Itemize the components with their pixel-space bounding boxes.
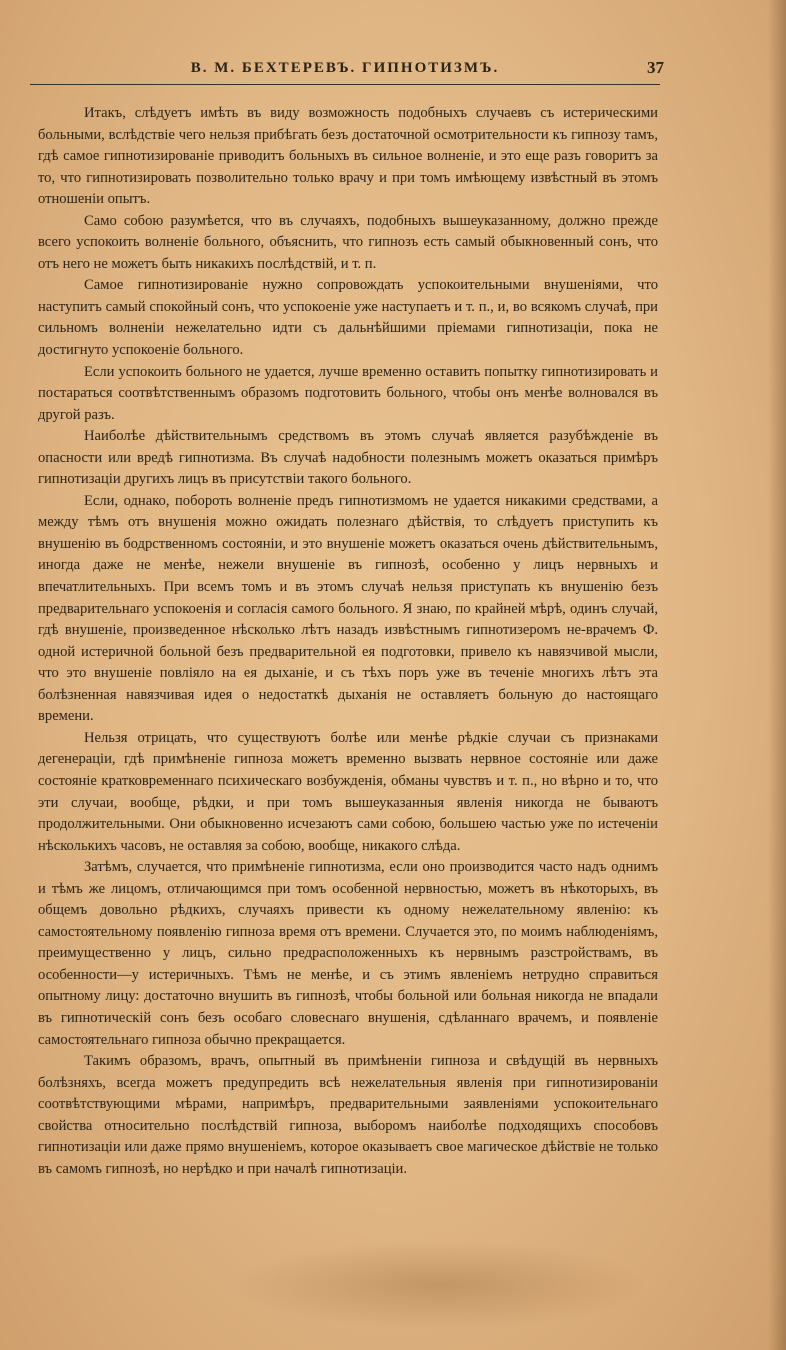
paragraph: Такимъ образомъ, врачъ, опытный въ примѣненіи гипноза и свѣдущій въ нервныхъ болѣзняхъ, всегда можетъ предупредить всѣ нежелательныя явленія при гипнотизированіи соотвѣтствующими мѣрами, напримѣръ, предварительными заявленіями успокоительнаго свойства относительно послѣдствій гипноза, выборомъ наиболѣе подходящихъ способовъ гипнотизаціи или даже прямо внушеніемъ, которое оказываетъ свое магическое дѣйствіе не только въ самомъ гипнозѣ, но нерѣдко и при началѣ гипнотизаціи. <box>38 1053 658 1177</box>
paragraph: Нельзя отрицать, что существуютъ болѣе или менѣе рѣдкіе случаи съ признаками дегенераціи, гдѣ примѣненіе гипноза можетъ временно вызвать нервное состояніе или даже состояніе кратковременнаго психическаго возбужденія, обманы чувствъ и т. п., но вѣрно и то, что эти случаи, вообще, рѣдки, и при томъ вышеуказанныя явленія никогда не бываютъ продолжительными. Они обыкновенно исчезаютъ сами собою, большею частью уже по истеченіи нѣсколькихъ часовъ, не оставляя за собою, вообще, никакого слѣда. <box>38 729 658 854</box>
paragraph: Если, однако, побороть волненіе предъ гипнотизмомъ не удается никакими средствами, а между тѣмъ отъ внушенія можно ожидать полезнаго дѣйствія, то слѣдуетъ приступить къ внушенію въ бодрственномъ состояніи, и это внушеніе можетъ оказаться очень дѣйствительнымъ, иногда даже не менѣе, нежели внушеніе въ гипнозѣ, особенно у лицъ нервныхъ и впечатлительныхъ. При всемъ томъ и въ этомъ случаѣ нельзя приступать къ внушенію безъ предварительнаго успокоенія и согласія самого больного. Я знаю, по крайней мѣрѣ, одинъ случай, гдѣ внушеніе, произведенное нѣсколько лѣтъ назадъ извѣстнымъ гипнотизеромъ не-врачемъ Ф. одной истеричной больной безъ предварительной ея подготовки, привело къ навязчивой мысли, что это внушеніе повліяло на ея дыханіе, и съ тѣхъ поръ уже въ теченіе многихъ лѣтъ эта болѣзненная навязчивая идея о недостаткѣ дыханія не оставляетъ больную до настоящаго времени. <box>38 492 658 725</box>
paragraph: Если успокоить больного не удается, лучше временно оставить попытку гипнотизировать и постараться соотвѣтственнымъ образомъ подготовить больного, чтобы онъ менѣе волновался въ другой разъ. <box>38 363 658 423</box>
paragraph: Наиболѣе дѣйствительнымъ средствомъ въ этомъ случаѣ является разубѣжденіе въ опасности или вредѣ гипнотизма. Въ случаѣ надобности полезнымъ можетъ оказаться примѣръ гипнотизаціи другихъ лицъ въ присутствіи такого больного. <box>38 428 658 488</box>
paragraph: Итакъ, слѣдуетъ имѣть въ виду возможность подобныхъ случаевъ съ истерическими больными, вслѣдствіе чего нельзя прибѣгать безъ достаточной осмотрительности къ гипнозу тамъ, гдѣ самое гипнотизированіе приводитъ больныхъ въ сильное волненіе, и это еще разъ говоритъ за то, что гипнотизировать позволительно только врачу и при томъ имѣющему извѣстный въ этомъ отношеніи опытъ. <box>38 105 658 208</box>
page-edge-shadow <box>768 0 786 1350</box>
paragraph: Самое гипнотизированіе нужно сопровождать успокоительными внушеніями, что наступитъ самый спокойный сонъ, что успокоеніе уже наступаетъ и т. п., и, во всякомъ случаѣ, при сильномъ волненіи нежелательно идти съ дальнѣйшими пріемами гипнотизаціи, пока не достигнуто успокоеніе больного. <box>38 277 658 359</box>
paragraph: Затѣмъ, случается, что примѣненіе гипнотизма, если оно производится часто надъ однимъ и тѣмъ же лицомъ, отличающимся при томъ особенной нервностью, можетъ въ нѣкоторыхъ, въ общемъ довольно рѣдкихъ, случаяхъ привести къ одному нежелательному явленію: къ самостоятельному появленію гипноза время отъ времени. Случается это, по моимъ наблюденіямъ, преимущественно у лицъ, сильно предрасположенныхъ къ нервнымъ разстройствамъ, въ особенности—у истеричныхъ. Тѣмъ не менѣе, и съ этимъ явленіемъ нетрудно справиться опытному лицу: достаточно внушить въ гипнозѣ, чтобы больной или больная никогда не впадали въ гипнотическій сонъ безъ особаго словеснаго внушенія, сдѣланнаго врачемъ, и появленіе самостоятельнаго гипноза обычно прекращается. <box>38 859 658 1048</box>
paragraph: Само собою разумѣется, что въ случаяхъ, подобныхъ вышеуказанному, должно прежде всего успокоить волненіе больного, объяснить, что гипнозъ есть самый обыкновенный сонъ, что отъ него не можетъ быть никакихъ послѣдствій, и т. п. <box>38 212 658 272</box>
running-head: В. М. БЕХТЕРЕВЪ. ГИПНОТИЗМЪ. <box>190 60 500 76</box>
page-number: 37 <box>647 58 664 77</box>
page-header <box>30 56 664 85</box>
paper-stain <box>230 1240 650 1330</box>
body-text <box>38 103 658 1180</box>
